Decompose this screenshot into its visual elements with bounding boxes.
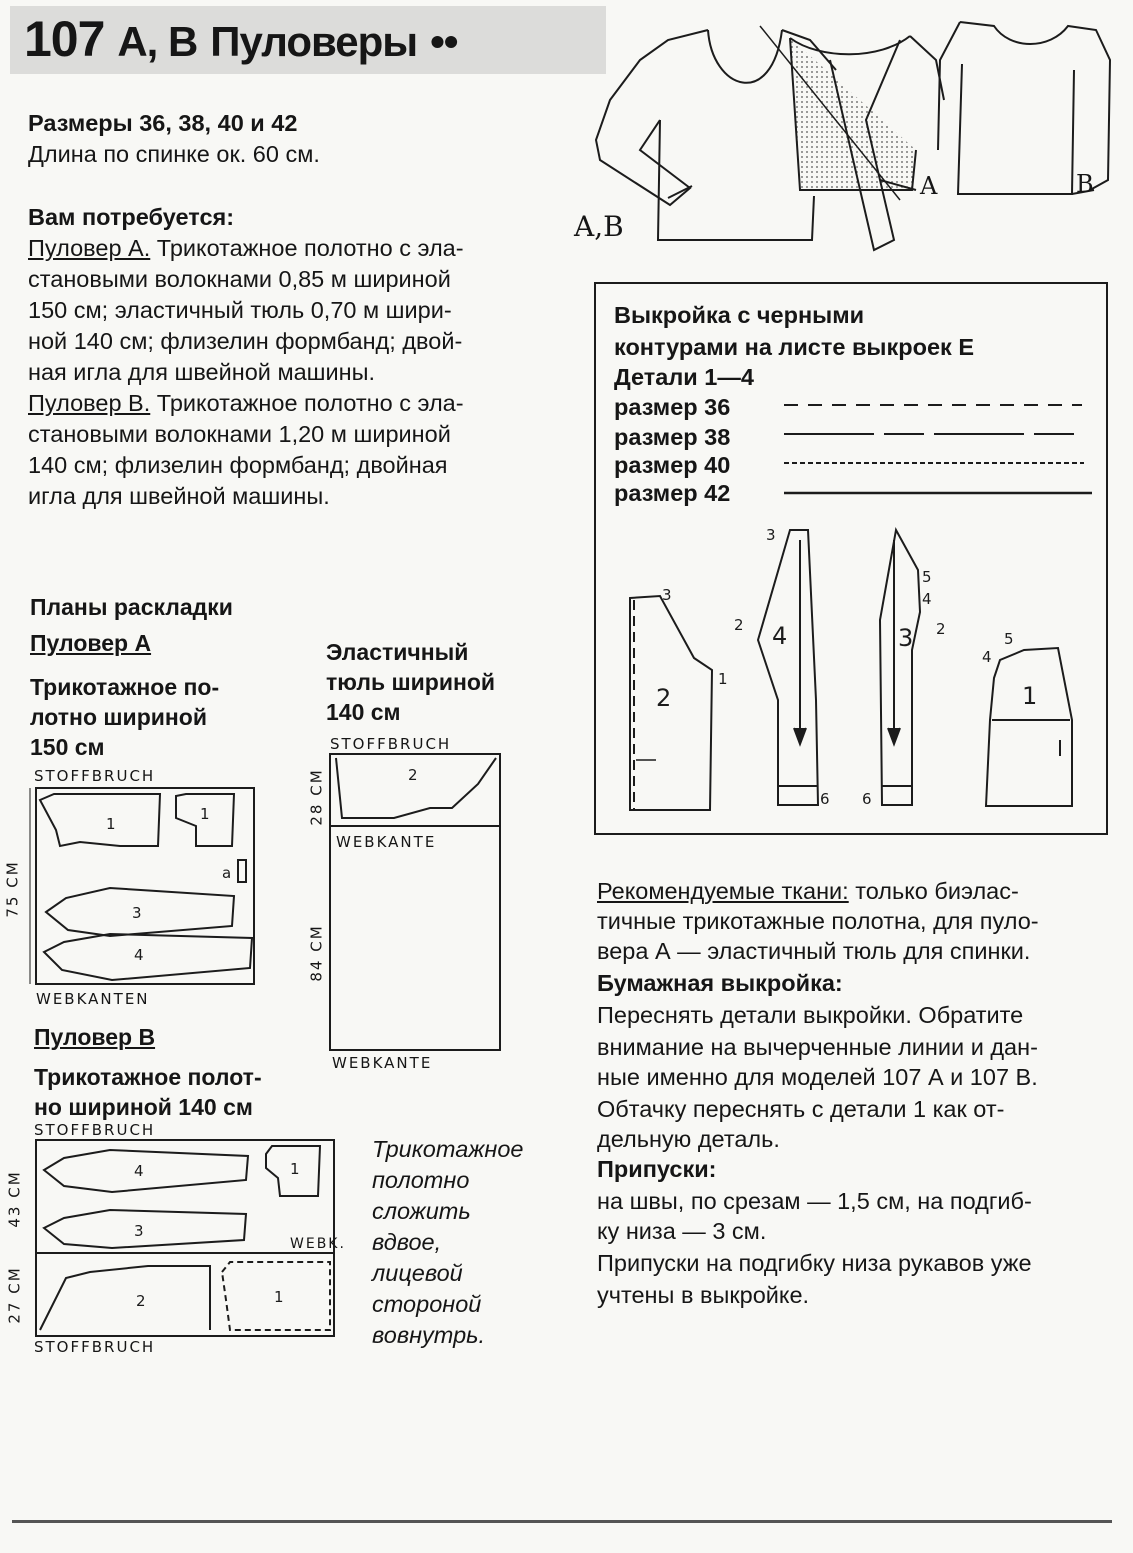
illustration-label-a: A [920, 172, 938, 200]
layout-b-bottom-label: STOFFBRUCH [34, 1338, 156, 1356]
req-a-line-2: становыми волокнами 0,85 м шириной [28, 266, 451, 292]
layout-b-label: Пуловер В [34, 1024, 156, 1050]
model-variants: А, В [117, 18, 198, 65]
layout-a-bottom-label: WEBKANTEN [36, 990, 150, 1008]
layout-a-label: Пуловер А [30, 630, 152, 656]
allowance-heading: Припуски: [597, 1156, 717, 1182]
fabrics-line-2: тичные трикотажные полотна, для пуло- [597, 908, 1039, 934]
svg-text:4: 4 [772, 622, 788, 650]
req-b-line-4: игла для швейной машины. [28, 483, 330, 509]
svg-text:1: 1 [1022, 682, 1038, 710]
pattern-box-line-3: Детали 1—4 [614, 364, 754, 390]
layout-b-fabric: Трикотажное полот- но шириной 140 см [34, 1064, 262, 1120]
tulle-fabric: Эластичный тюль шириной 140 см [326, 639, 496, 725]
req-b-line-3: 140 см; флизелин формбанд; двойная [28, 452, 448, 478]
illustration-label-b: B [1076, 170, 1094, 198]
svg-text:a: a [222, 864, 232, 882]
layout-b-top-label: STOFFBRUCH [34, 1121, 156, 1139]
tulle-height-top: 28 CM [307, 768, 326, 826]
fabrics-line-3: вера А — эластичный тюль для спинки. [597, 938, 1031, 964]
size-36-label: размер 36 [614, 394, 731, 420]
layout-b-height-bottom: 27 CM [5, 1266, 24, 1324]
layout-a-top-label: STOFFBRUCH [34, 767, 156, 785]
model-title: Пуловеры [210, 18, 418, 65]
requirements-heading: Вам потребуется: [28, 204, 235, 230]
req-b-line-2: становыми волокнами 1,20 м шириной [28, 421, 451, 447]
svg-text:3: 3 [766, 526, 776, 544]
layouts-heading: Планы раскладки [30, 594, 233, 620]
svg-text:4: 4 [982, 648, 992, 666]
svg-text:6: 6 [862, 790, 872, 808]
layout-a-fabric: Трикотажное по- лотно шириной 150 см [30, 674, 220, 760]
tulle-mid-label: WEBKANTE [336, 833, 437, 851]
pattern-piece-3 [880, 530, 920, 805]
pattern-box-line-2: контурами на листе выкроек E [614, 334, 975, 360]
svg-text:1: 1 [200, 805, 210, 823]
svg-text:4: 4 [134, 1162, 144, 1180]
req-a-label: Пуловер А. [28, 235, 151, 261]
svg-text:2: 2 [734, 616, 744, 634]
model-number: 107 [24, 11, 105, 67]
size-38-label: размер 38 [614, 424, 731, 450]
svg-text:3: 3 [662, 586, 672, 604]
svg-text:4: 4 [922, 590, 932, 608]
req-b-label: Пуловер В. [28, 390, 151, 416]
svg-text:5: 5 [1004, 630, 1014, 648]
back-length: Длина по спинке ок. 60 см. [28, 141, 320, 167]
page-bottom-rule [12, 1520, 1112, 1523]
allowance-line-3: Припуски на подгибку низа рукавов уже [597, 1250, 1032, 1276]
svg-text:6: 6 [820, 790, 830, 808]
svg-text:2: 2 [408, 766, 418, 784]
svg-text:3: 3 [132, 904, 142, 922]
svg-text:2: 2 [656, 684, 672, 712]
allowance-line-4: учтены в выкройке. [597, 1282, 810, 1308]
size-42-label: размер 42 [614, 480, 731, 506]
req-b-line-1: Пуловер В. Трикотажное полотно с эла- [28, 390, 464, 416]
paper-line-1: Переснять детали выкройки. Обратите [597, 1002, 1024, 1028]
svg-text:1: 1 [274, 1288, 284, 1306]
req-a-line-4: ной 140 см; флизелин формбанд; двой- [28, 328, 463, 354]
req-a-line-3: 150 см; эластичный тюль 0,70 м шири- [28, 297, 452, 323]
pattern-piece-4 [758, 530, 818, 805]
allowance-line-1: на швы, по срезам — 1,5 см, на подгиб- [597, 1188, 1032, 1214]
tulle-bottom-label: WEBKANTE [332, 1054, 433, 1072]
svg-text:2: 2 [136, 1292, 146, 1310]
svg-text:3: 3 [898, 624, 914, 652]
paper-line-5: дельную деталь. [597, 1126, 780, 1152]
layout-a-height: 75 CM [3, 860, 22, 918]
fabrics-label: Рекомендуемые ткани: [597, 878, 849, 904]
paper-heading: Бумажная выкройка: [597, 970, 843, 996]
req-a-line-5: ная игла для швейной машины. [28, 359, 376, 385]
paper-line-4: Обтачку переснять с детали 1 как от- [597, 1096, 1005, 1122]
svg-text:4: 4 [134, 946, 144, 964]
svg-text:1: 1 [290, 1160, 300, 1178]
sizes-heading: Размеры 36, 38, 40 и 42 [28, 110, 298, 136]
svg-text:1: 1 [718, 670, 728, 688]
req-a-line-1: Пуловер А. Трикотажное полотно с эла- [28, 235, 464, 261]
size-40-label: размер 40 [614, 452, 731, 478]
svg-text:1: 1 [106, 815, 116, 833]
svg-text:5: 5 [922, 568, 932, 586]
illustration-label-front: A,B [574, 210, 624, 243]
fabrics-line-1: Рекомендуемые ткани: только биэлас- [597, 878, 1019, 904]
tulle-height-bottom: 84 CM [307, 924, 326, 982]
pattern-box-line-1: Выкройка с черными [614, 302, 865, 328]
difficulty-dots: •• [430, 18, 458, 65]
layout-b-height-top: 43 CM [5, 1170, 24, 1228]
tulle-top-label: STOFFBRUCH [330, 735, 452, 753]
allowance-line-2: ку низа — 3 см. [597, 1218, 767, 1244]
svg-text:2: 2 [936, 620, 946, 638]
paper-line-3: ные именно для моделей 107 А и 107 В. [597, 1064, 1038, 1090]
pattern-piece-1 [986, 648, 1072, 806]
svg-text:3: 3 [134, 1222, 144, 1240]
paper-line-2: внимание на вычерченные линии и дан- [597, 1034, 1038, 1060]
layout-b-mid-label: WEBK. [290, 1236, 346, 1252]
layout-b-note: Трикотажное полотно сложить вдвое, лицевой стороной вовнутрь. [372, 1136, 524, 1348]
